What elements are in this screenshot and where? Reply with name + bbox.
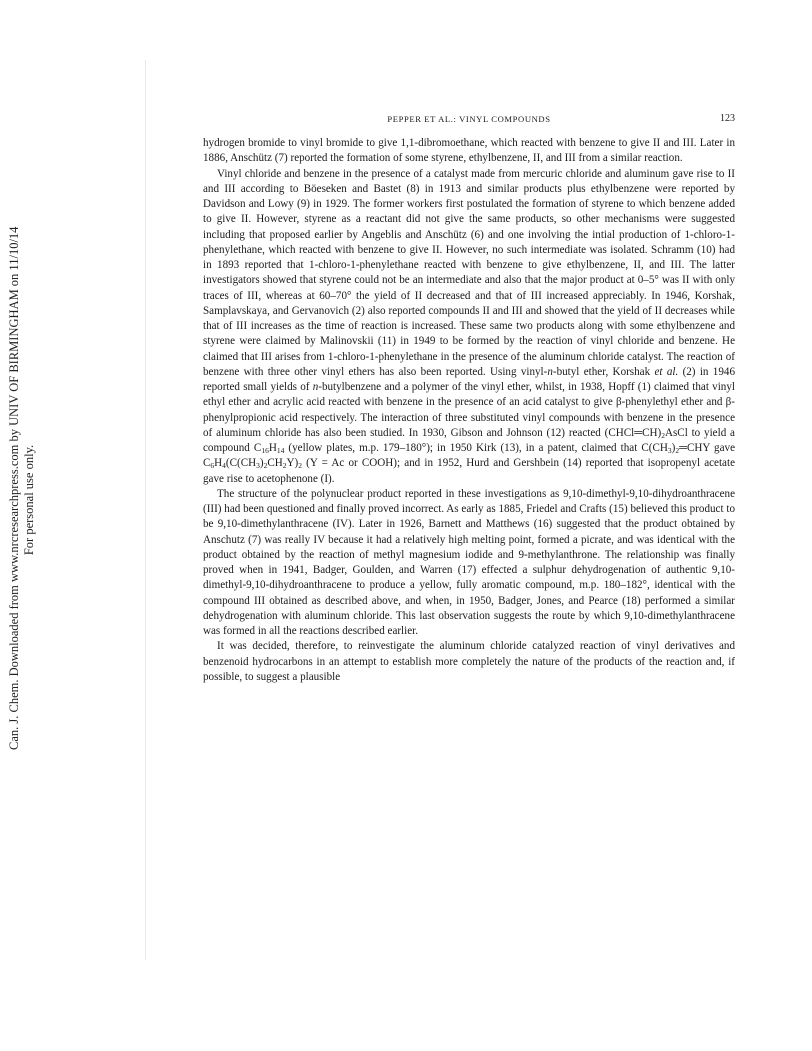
- page-number: 123: [720, 113, 735, 124]
- download-watermark-line1: Can. J. Chem. Downloaded from www.nrcresearchpress.com by UNIV OF BIRMINGHAM on 11/10/14: [7, 226, 21, 750]
- page-margin-line: [145, 60, 146, 960]
- running-title: PEPPER ET AL.: VINYL COMPOUNDS: [387, 114, 551, 124]
- body-text: [203, 136, 735, 685]
- paragraph-2: Vinyl chloride and benzene in the presence of a catalyst made from mercuric chloride and aluminum gave rise to II and III according to Böeseken and Bastet (8) in 1913 and similar products plus ethylbenzene were reported by Davidson and Lowy (9) in 1929. The former workers first postulated the formation of styrene to which benzene added to give II. However, styrene as a reactant did not give the same products, so other mechanisms were suggested including that proposed earlier by Angeblis and Anschütz (6) and one involving the intial production of 1-chloro-1-phenylethane, which reacted with benzene to give II. However, no such intermediate was isolated. Schramm (10) had in 1893 reported that 1-chloro-1-phenylethane reacted with benzene to give ethylbenzene, II, and III. The latter investigators showed that styrene could not be an intermediate and also that the major product at 0–5° was II with only traces of III, whereas at 60–70° the yield of II decreased and that of III increased appreciably. In 1946, Korshak, Samplavskaya, and Gervanovich (2) also reported compounds II and III and showed that the yield of II decreases while that of III increases as the time of reaction is increased. These same two products along with some ethylbenzene and styrene were claimed by Malinovskii (11) in 1949 to be formed by the reaction of vinyl chloride and benzene. He claimed that III arises from 1-chloro-1-phenylethane in the presence of the aluminum chloride catalyst. The reaction of benzene with three other vinyl ethers has also been reported. Using vinyl-n-butyl ether, Korshak et al. (2) in 1946 reported small yields of n-butylbenzene and a polymer of the vinyl ether, whilst, in 1938, Hopff (1) claimed that vinyl ethyl ether and acrylic acid reacted with benzene in the presence of an acid catalyst to give β-phenylethyl ether and β-phenylpropionic acid respectively. The interaction of three substituted vinyl compounds with benzene in the presence of aluminum chloride has also been studied. In 1930, Gibson and Johnson (12) reacted $(CHCl═CH)_2AsCl$ to yield a compound $C_{16}H_{14}$ (yellow plates, m.p. 179–180°); in 1950 Kirk (13), in a patent, claimed that $C(CH_3)_2═CHY$ gave $C_6H_4(C(CH_3)_2CH_2Y)_2$ (Y = Ac or COOH); and in 1952, Hurd and Gershbein (14) reported that isopropenyl acetate gave rise to acetophenone (I).: [203, 167, 735, 485]
- paragraph-4: It was decided, therefore, to reinvestigate the aluminum chloride catalyzed reaction of vinyl derivatives and benzenoid hydrocarbons in an attempt to establish more completely the nature of the products of the reaction and, if possible, to suggest a plausible: [203, 640, 735, 683]
- download-watermark-line2: For personal use only.: [22, 444, 36, 556]
- running-header: [203, 114, 735, 128]
- download-watermark: [0, 226, 44, 750]
- paragraph-1: hydrogen bromide to vinyl bromide to give 1,1-dibromoethane, which reacted with benzene to give II and III. Later in 1886, Anschütz (7) reported the formation of some styrene, ethylbenzene, II, and III from a similar reaction.: [203, 137, 735, 165]
- paragraph-3: The structure of the polynuclear product reported in these investigations as 9,10-dimethyl-9,10-dihydroanthracene (III) had been questioned and finally proved incorrect. As early as 1885, Friedel and Crafts (15) believed this product to be 9,10-dimethylanthracene (IV). Later in 1926, Barnett and Matthews (16) suggested that the product obtained by Anschutz (7) was really IV because it had a relatively high melting point, formed a picrate, and was identical with the product obtained by the reaction of methyl magnesium iodide and 9-methylanthrone. The relationship was finally proved when in 1941, Badger, Goulden, and Warren (17) effected a sulphur dehydrogenation of authentic 9,10-dimethyl-9,10-dihydroanthracene to produce a yellow, fully aromatic compound, m.p. 180–182°, identical with the compound III obtained as described above, and when, in 1950, Badger, Jones, and Pearce (18) performed a similar dehydrogenation with aluminum chloride. This last observation suggests the route by which 9,10-dimethylanthracene was formed in all the reactions described earlier.: [203, 487, 735, 637]
